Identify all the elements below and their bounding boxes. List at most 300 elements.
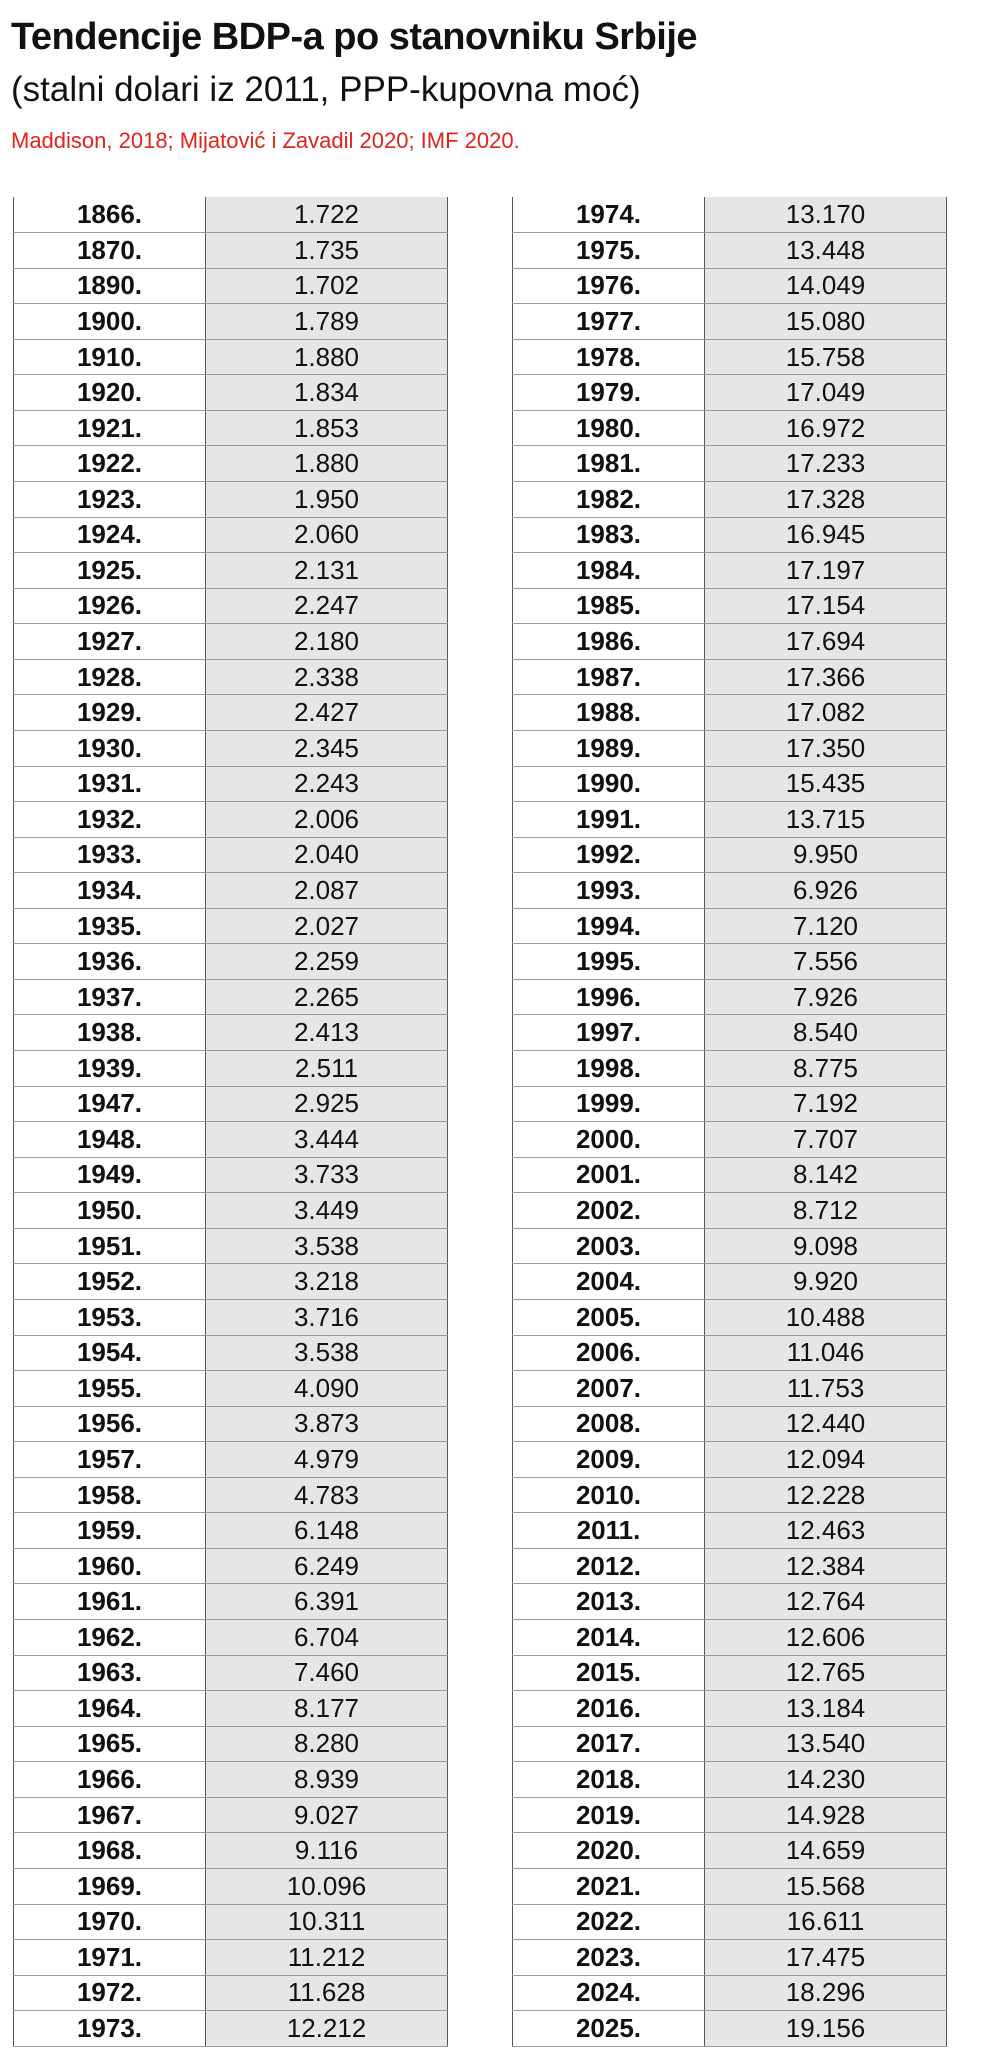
year-cell: 1959. [14, 1513, 206, 1549]
year-cell: 1962. [14, 1620, 206, 1656]
table-row [513, 1904, 947, 1940]
value-cell: 6.704 [206, 1620, 448, 1656]
table-row [513, 944, 947, 980]
value-cell: 19.156 [705, 2011, 947, 2047]
value-cell: 2.040 [206, 837, 448, 873]
value-cell: 15.080 [705, 304, 947, 340]
value-cell: 2.131 [206, 553, 448, 589]
year-cell: 1954. [14, 1335, 206, 1371]
year-cell: 2025. [513, 2011, 705, 2047]
table-row [513, 1371, 947, 1407]
year-cell: 1987. [513, 659, 705, 695]
value-cell: 3.444 [206, 1122, 448, 1158]
table-row [513, 873, 947, 909]
value-cell: 2.345 [206, 730, 448, 766]
table-row [14, 1584, 448, 1620]
table-row [513, 837, 947, 873]
table-row [513, 1086, 947, 1122]
table-row [14, 1975, 448, 2011]
value-cell: 2.006 [206, 802, 448, 838]
table-row [513, 802, 947, 838]
value-cell: 4.090 [206, 1371, 448, 1407]
table-row [14, 268, 448, 304]
table-row [14, 2011, 448, 2047]
value-cell: 1.789 [206, 304, 448, 340]
value-cell: 17.475 [705, 1940, 947, 1976]
value-cell: 1.722 [206, 197, 448, 233]
value-cell: 8.775 [705, 1051, 947, 1087]
value-cell: 11.628 [206, 1975, 448, 2011]
table-row [14, 1868, 448, 1904]
table-row [14, 482, 448, 518]
value-cell: 2.243 [206, 766, 448, 802]
value-cell: 9.027 [206, 1797, 448, 1833]
value-cell: 4.979 [206, 1442, 448, 1478]
year-cell: 1953. [14, 1299, 206, 1335]
year-cell: 1955. [14, 1371, 206, 1407]
table-row [14, 1406, 448, 1442]
table-row [14, 1620, 448, 1656]
year-cell: 2012. [513, 1548, 705, 1584]
year-cell: 2024. [513, 1975, 705, 2011]
year-cell: 1978. [513, 339, 705, 375]
year-cell: 2001. [513, 1157, 705, 1193]
year-cell: 1963. [14, 1655, 206, 1691]
year-cell: 1939. [14, 1051, 206, 1087]
table-row [513, 1797, 947, 1833]
value-cell: 17.694 [705, 624, 947, 660]
table-row [513, 1299, 947, 1335]
year-cell: 1970. [14, 1904, 206, 1940]
table-row [14, 339, 448, 375]
value-cell: 12.463 [705, 1513, 947, 1549]
table-row [14, 375, 448, 411]
value-cell: 13.715 [705, 802, 947, 838]
year-cell: 2009. [513, 1442, 705, 1478]
value-cell: 2.925 [206, 1086, 448, 1122]
year-cell: 1950. [14, 1193, 206, 1229]
year-cell: 2011. [513, 1513, 705, 1549]
year-cell: 1949. [14, 1157, 206, 1193]
year-cell: 1926. [14, 588, 206, 624]
year-cell: 2002. [513, 1193, 705, 1229]
value-cell: 8.177 [206, 1691, 448, 1727]
year-cell: 1981. [513, 446, 705, 482]
value-cell: 2.265 [206, 979, 448, 1015]
value-cell: 7.460 [206, 1655, 448, 1691]
table-row [513, 1157, 947, 1193]
table-row [14, 730, 448, 766]
year-cell: 2005. [513, 1299, 705, 1335]
year-cell: 1924. [14, 517, 206, 553]
year-cell: 2018. [513, 1762, 705, 1798]
value-cell: 6.148 [206, 1513, 448, 1549]
value-cell: 8.142 [705, 1157, 947, 1193]
table-row [513, 1015, 947, 1051]
page-title: Tendencije BDP-a po stanovniku Srbije [11, 16, 698, 58]
year-cell: 1951. [14, 1228, 206, 1264]
table-row [513, 304, 947, 340]
year-cell: 2007. [513, 1371, 705, 1407]
value-cell: 14.230 [705, 1762, 947, 1798]
value-cell: 13.170 [705, 197, 947, 233]
table-row [14, 1193, 448, 1229]
table-row [14, 1477, 448, 1513]
value-cell: 2.259 [206, 944, 448, 980]
year-cell: 1991. [513, 802, 705, 838]
year-cell: 1952. [14, 1264, 206, 1300]
value-cell: 17.154 [705, 588, 947, 624]
value-cell: 18.296 [705, 1975, 947, 2011]
value-cell: 9.116 [206, 1833, 448, 1869]
table-row [513, 1620, 947, 1656]
table-row [513, 553, 947, 589]
value-cell: 17.049 [705, 375, 947, 411]
value-cell: 3.873 [206, 1406, 448, 1442]
value-cell: 3.733 [206, 1157, 448, 1193]
table-row [14, 908, 448, 944]
value-cell: 17.233 [705, 446, 947, 482]
table-row [513, 517, 947, 553]
year-cell: 1948. [14, 1122, 206, 1158]
year-cell: 1993. [513, 873, 705, 909]
table-row [14, 1122, 448, 1158]
year-cell: 1870. [14, 233, 206, 269]
value-cell: 14.659 [705, 1833, 947, 1869]
value-cell: 12.094 [705, 1442, 947, 1478]
value-cell: 9.920 [705, 1264, 947, 1300]
table-row [14, 553, 448, 589]
table-row [513, 908, 947, 944]
table-row [14, 1264, 448, 1300]
year-cell: 1922. [14, 446, 206, 482]
table-row [513, 1691, 947, 1727]
value-cell: 2.087 [206, 873, 448, 909]
table-row [14, 1940, 448, 1976]
table-row [14, 837, 448, 873]
value-cell: 8.939 [206, 1762, 448, 1798]
year-cell: 1973. [14, 2011, 206, 2047]
value-cell: 12.228 [705, 1477, 947, 1513]
year-cell: 1932. [14, 802, 206, 838]
year-cell: 1996. [513, 979, 705, 1015]
year-cell: 1967. [14, 1797, 206, 1833]
table-row [513, 1584, 947, 1620]
year-cell: 1900. [14, 304, 206, 340]
value-cell: 15.568 [705, 1868, 947, 1904]
value-cell: 6.391 [206, 1584, 448, 1620]
value-cell: 2.413 [206, 1015, 448, 1051]
year-cell: 1979. [513, 375, 705, 411]
table-row [513, 766, 947, 802]
value-cell: 17.197 [705, 553, 947, 589]
value-cell: 12.440 [705, 1406, 947, 1442]
value-cell: 17.328 [705, 482, 947, 518]
table-row [513, 624, 947, 660]
table-row [513, 1264, 947, 1300]
table-row [14, 1797, 448, 1833]
year-cell: 1929. [14, 695, 206, 731]
table-row [513, 446, 947, 482]
year-cell: 1958. [14, 1477, 206, 1513]
year-cell: 1974. [513, 197, 705, 233]
value-cell: 2.027 [206, 908, 448, 944]
table-row [14, 1228, 448, 1264]
value-cell: 8.540 [705, 1015, 947, 1051]
year-cell: 1995. [513, 944, 705, 980]
year-cell: 1976. [513, 268, 705, 304]
year-cell: 2023. [513, 1940, 705, 1976]
value-cell: 12.606 [705, 1620, 947, 1656]
year-cell: 1994. [513, 908, 705, 944]
value-cell: 2.180 [206, 624, 448, 660]
year-cell: 1984. [513, 553, 705, 589]
value-cell: 4.783 [206, 1477, 448, 1513]
year-cell: 1947. [14, 1086, 206, 1122]
year-cell: 1992. [513, 837, 705, 873]
value-cell: 1.880 [206, 446, 448, 482]
table-row [513, 1868, 947, 1904]
table-row [513, 1228, 947, 1264]
table-row [14, 766, 448, 802]
value-cell: 2.338 [206, 659, 448, 695]
year-cell: 1972. [14, 1975, 206, 2011]
table-row [14, 624, 448, 660]
table-row [513, 197, 947, 233]
value-cell: 13.448 [705, 233, 947, 269]
table-row [14, 695, 448, 731]
value-cell: 12.212 [206, 2011, 448, 2047]
year-cell: 1964. [14, 1691, 206, 1727]
year-cell: 1928. [14, 659, 206, 695]
value-cell: 1.880 [206, 339, 448, 375]
year-cell: 1866. [14, 197, 206, 233]
table-row [513, 1335, 947, 1371]
value-cell: 11.753 [705, 1371, 947, 1407]
year-cell: 1921. [14, 410, 206, 446]
year-cell: 1982. [513, 482, 705, 518]
year-cell: 2022. [513, 1904, 705, 1940]
value-cell: 17.082 [705, 695, 947, 731]
table-row [513, 233, 947, 269]
left-table [13, 197, 448, 2047]
table-row [513, 410, 947, 446]
table-row [14, 873, 448, 909]
value-cell: 10.311 [206, 1904, 448, 1940]
table-row [14, 588, 448, 624]
value-cell: 11.212 [206, 1940, 448, 1976]
value-cell: 7.707 [705, 1122, 947, 1158]
table-row [14, 1726, 448, 1762]
value-cell: 2.247 [206, 588, 448, 624]
value-cell: 14.049 [705, 268, 947, 304]
year-cell: 1985. [513, 588, 705, 624]
year-cell: 2003. [513, 1228, 705, 1264]
value-cell: 3.218 [206, 1264, 448, 1300]
value-cell: 7.556 [705, 944, 947, 980]
value-cell: 2.427 [206, 695, 448, 731]
year-cell: 1960. [14, 1548, 206, 1584]
year-cell: 1997. [513, 1015, 705, 1051]
year-cell: 1986. [513, 624, 705, 660]
table-row [14, 944, 448, 980]
year-cell: 2010. [513, 1477, 705, 1513]
table-row [14, 1655, 448, 1691]
table-row [14, 802, 448, 838]
table-row [14, 1015, 448, 1051]
table-row [14, 1051, 448, 1087]
table-row [14, 1086, 448, 1122]
year-cell: 1925. [14, 553, 206, 589]
table-row [513, 1193, 947, 1229]
year-cell: 1933. [14, 837, 206, 873]
year-cell: 1920. [14, 375, 206, 411]
table-row [513, 1477, 947, 1513]
year-cell: 1890. [14, 268, 206, 304]
table-row [513, 1442, 947, 1478]
table-row [513, 1406, 947, 1442]
value-cell: 2.060 [206, 517, 448, 553]
table-row [14, 979, 448, 1015]
year-cell: 1989. [513, 730, 705, 766]
year-cell: 1910. [14, 339, 206, 375]
year-cell: 2020. [513, 1833, 705, 1869]
table-row [513, 1051, 947, 1087]
year-cell: 1968. [14, 1833, 206, 1869]
value-cell: 17.350 [705, 730, 947, 766]
table-row [14, 1335, 448, 1371]
page-subtitle: (stalni dolari iz 2011, PPP-kupovna moć) [11, 70, 641, 109]
year-cell: 1936. [14, 944, 206, 980]
table-row [14, 1157, 448, 1193]
table-row [513, 1975, 947, 2011]
table-row [513, 588, 947, 624]
table-row [513, 1726, 947, 1762]
year-cell: 1938. [14, 1015, 206, 1051]
value-cell: 2.511 [206, 1051, 448, 1087]
table-row [14, 304, 448, 340]
source-note: Maddison, 2018; Mijatović i Zavadil 2020; IMF 2020. [11, 128, 520, 153]
table-row [513, 375, 947, 411]
value-cell: 8.712 [705, 1193, 947, 1229]
year-cell: 2006. [513, 1335, 705, 1371]
table-row [513, 1940, 947, 1976]
value-cell: 17.366 [705, 659, 947, 695]
table-row [14, 1442, 448, 1478]
value-cell: 1.702 [206, 268, 448, 304]
year-cell: 1999. [513, 1086, 705, 1122]
right-table [512, 197, 947, 2047]
value-cell: 13.540 [705, 1726, 947, 1762]
table-row [513, 1513, 947, 1549]
value-cell: 3.538 [206, 1335, 448, 1371]
table-row [513, 2011, 947, 2047]
table-row [14, 1371, 448, 1407]
year-cell: 1977. [513, 304, 705, 340]
value-cell: 9.098 [705, 1228, 947, 1264]
value-cell: 1.950 [206, 482, 448, 518]
value-cell: 11.046 [705, 1335, 947, 1371]
value-cell: 7.120 [705, 908, 947, 944]
year-cell: 2014. [513, 1620, 705, 1656]
year-cell: 2000. [513, 1122, 705, 1158]
table-row [513, 268, 947, 304]
year-cell: 1980. [513, 410, 705, 446]
table-row [14, 1513, 448, 1549]
value-cell: 7.926 [705, 979, 947, 1015]
year-cell: 2021. [513, 1868, 705, 1904]
value-cell: 3.538 [206, 1228, 448, 1264]
table-row [14, 197, 448, 233]
year-cell: 2016. [513, 1691, 705, 1727]
value-cell: 1.834 [206, 375, 448, 411]
table-row [14, 1833, 448, 1869]
table-row [513, 1548, 947, 1584]
value-cell: 13.184 [705, 1691, 947, 1727]
year-cell: 1969. [14, 1868, 206, 1904]
value-cell: 6.249 [206, 1548, 448, 1584]
table-row [513, 979, 947, 1015]
year-cell: 1966. [14, 1762, 206, 1798]
year-cell: 1957. [14, 1442, 206, 1478]
year-cell: 2019. [513, 1797, 705, 1833]
year-cell: 1931. [14, 766, 206, 802]
year-cell: 1990. [513, 766, 705, 802]
value-cell: 3.716 [206, 1299, 448, 1335]
table-row [513, 1655, 947, 1691]
value-cell: 12.765 [705, 1655, 947, 1691]
year-cell: 1956. [14, 1406, 206, 1442]
year-cell: 1934. [14, 873, 206, 909]
year-cell: 2017. [513, 1726, 705, 1762]
value-cell: 7.192 [705, 1086, 947, 1122]
year-cell: 2008. [513, 1406, 705, 1442]
value-cell: 12.384 [705, 1548, 947, 1584]
value-cell: 15.758 [705, 339, 947, 375]
table-row [513, 659, 947, 695]
year-cell: 1927. [14, 624, 206, 660]
value-cell: 16.972 [705, 410, 947, 446]
table-row [14, 1691, 448, 1727]
value-cell: 10.488 [705, 1299, 947, 1335]
year-cell: 1923. [14, 482, 206, 518]
year-cell: 1935. [14, 908, 206, 944]
year-cell: 1988. [513, 695, 705, 731]
year-cell: 2013. [513, 1584, 705, 1620]
year-cell: 1961. [14, 1584, 206, 1620]
table-row [14, 410, 448, 446]
table-row [513, 695, 947, 731]
table-row [14, 517, 448, 553]
year-cell: 1998. [513, 1051, 705, 1087]
table-row [14, 1548, 448, 1584]
table-row [513, 339, 947, 375]
value-cell: 1.735 [206, 233, 448, 269]
value-cell: 3.449 [206, 1193, 448, 1229]
year-cell: 1930. [14, 730, 206, 766]
table-row [14, 446, 448, 482]
table-row [14, 1762, 448, 1798]
table-row [14, 233, 448, 269]
table-row [14, 659, 448, 695]
year-cell: 1937. [14, 979, 206, 1015]
year-cell: 1975. [513, 233, 705, 269]
table-row [14, 1299, 448, 1335]
value-cell: 1.853 [206, 410, 448, 446]
table-row [513, 1833, 947, 1869]
year-cell: 1983. [513, 517, 705, 553]
value-cell: 8.280 [206, 1726, 448, 1762]
